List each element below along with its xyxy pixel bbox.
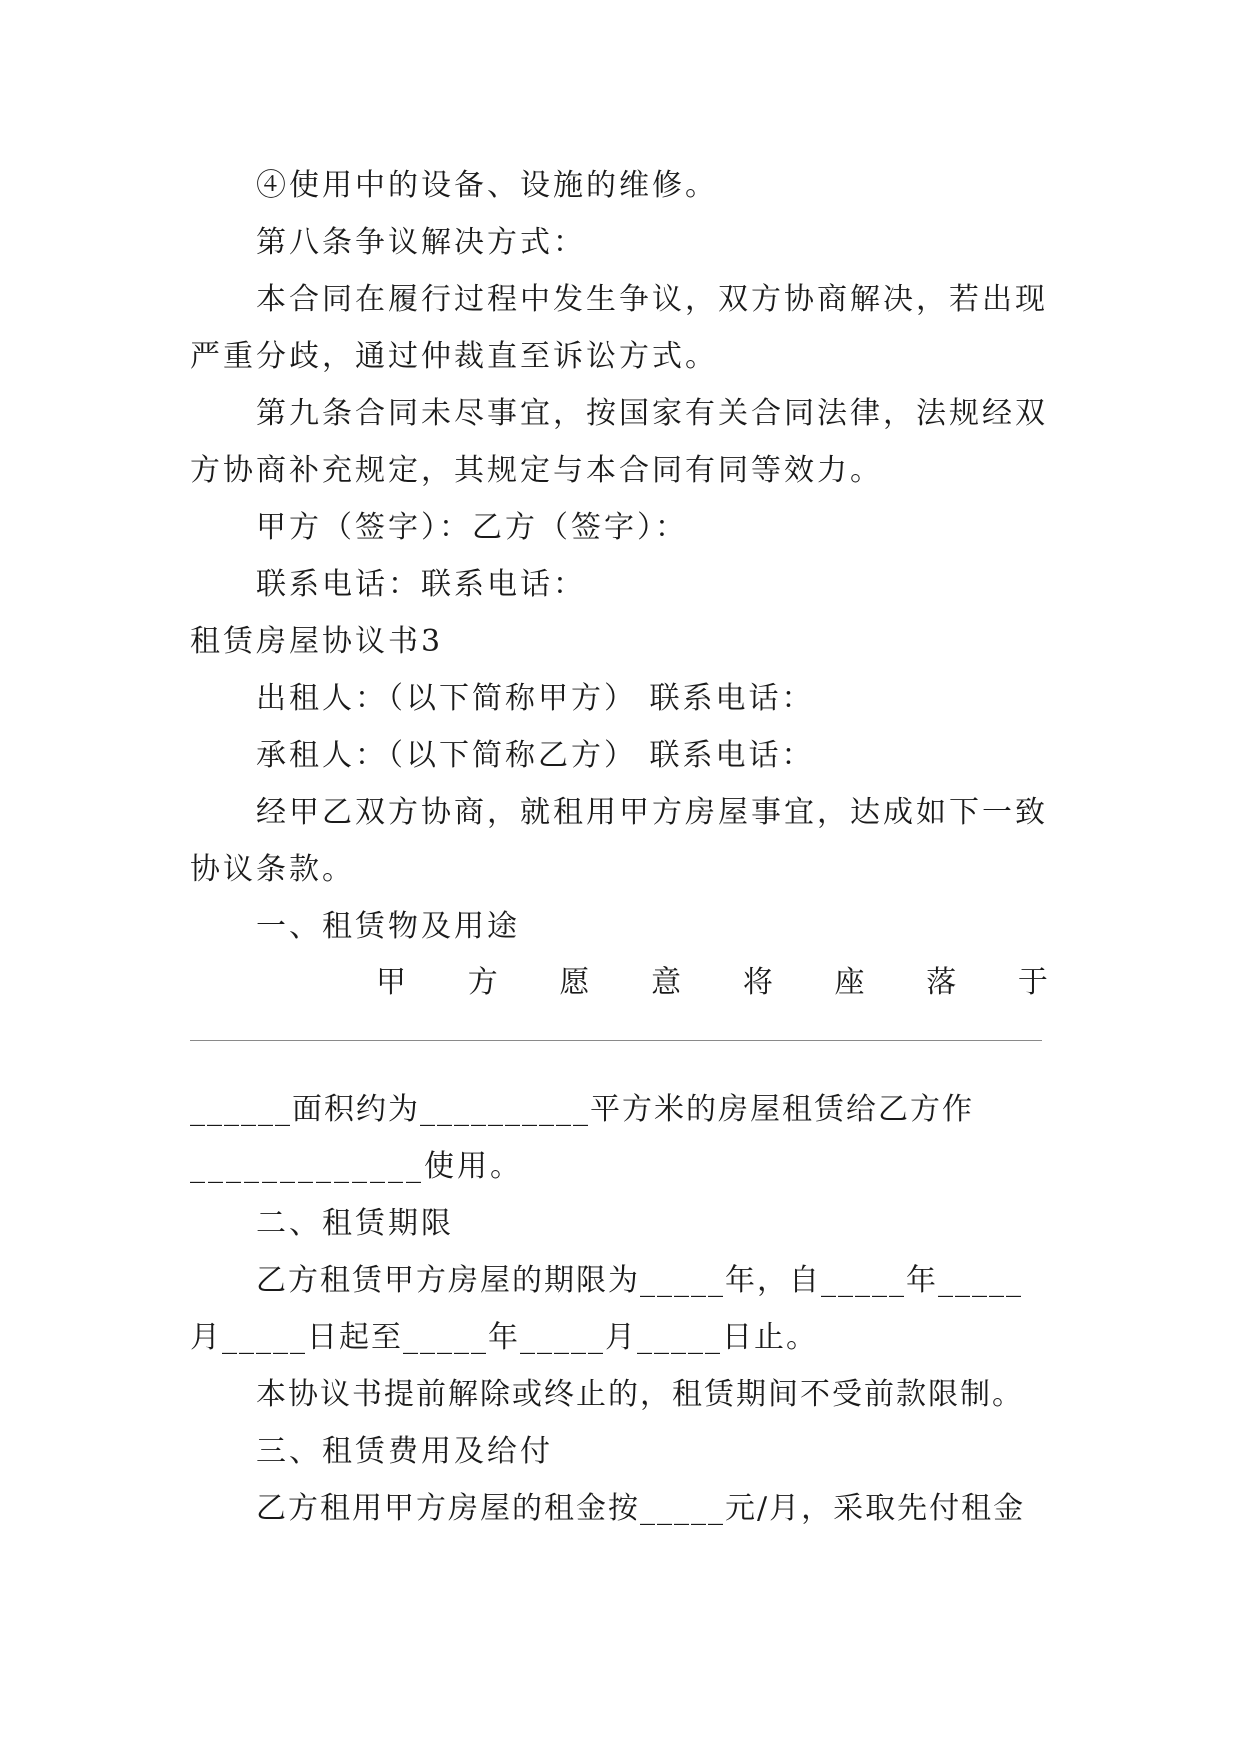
text-line-12: 经甲乙双方协商，就租用甲方房屋事宜，达成如下一致 [256,795,1048,830]
text-line-6: 方协商补充规定，其规定与本合同有同等效力。 [190,453,883,488]
spread-char: 于 [1017,965,1048,1000]
text-line-11: 承租人：（以下简称乙方） 联系电话： [256,738,815,773]
heading-one: 一、租赁物及用途 [256,909,520,944]
spread-char: 意 [651,965,682,1000]
text-line-2: 第八条争议解决方式： [256,225,586,260]
text-line-23: 乙方租用甲方房屋的租金按_____元/月，采取先付租金 [256,1491,1026,1526]
text-line-13: 协议条款。 [190,852,355,887]
text-line-16: ______面积约为__________平方米的房屋租赁给乙方作 [190,1092,974,1127]
spread-char: 方 [467,965,498,1000]
blank-underline [190,1040,1042,1041]
spread-char: 甲 [376,965,406,1000]
text-line-3: 本合同在履行过程中发生争议，双方协商解决，若出现 [256,282,1048,317]
spread-char: 落 [926,965,957,1000]
text-line-19: 乙方租赁甲方房屋的期限为_____年，自_____年_____ [256,1263,1023,1298]
text-line-8: 联系电话：联系电话： [256,567,586,602]
spread-text-line [376,963,1048,1003]
spread-char: 将 [742,965,773,1000]
text-line-7: 甲方（签字）：乙方（签字）： [256,510,688,545]
section-title: 租赁房屋协议书3 [190,624,444,659]
heading-two: 二、租赁期限 [256,1206,454,1241]
text-line-10: 出租人：（以下简称甲方） 联系电话： [256,681,815,716]
text-line-4: 严重分歧，通过仲裁直至诉讼方式。 [190,339,718,374]
text-line-20: 月_____日起至_____年_____月_____日止。 [190,1320,818,1355]
text-line-17: _____________使用。 [190,1149,523,1184]
spread-char: 愿 [559,965,590,1000]
text-line-1: ④使用中的设备、设施的维修。 [256,168,718,203]
text-line-5: 第九条合同未尽事宜，按国家有关合同法律，法规经双 [256,396,1048,431]
text-line-21: 本协议书提前解除或终止的，租赁期间不受前款限制。 [256,1377,1024,1412]
heading-three: 三、租赁费用及给付 [256,1434,553,1469]
spread-char: 座 [834,965,865,1000]
